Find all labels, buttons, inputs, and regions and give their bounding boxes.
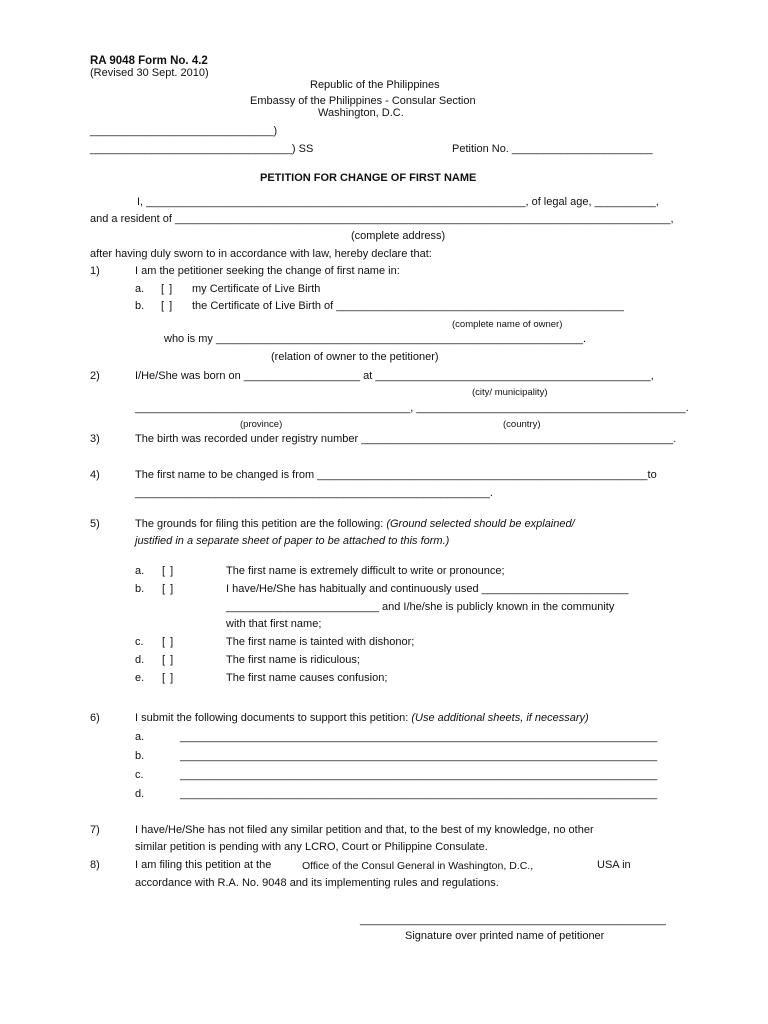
ground-b-checkbox[interactable]: [ ] xyxy=(162,583,175,595)
first-name-from-line[interactable]: The first name to be changed is from ______________________________________________________to xyxy=(135,469,657,481)
ground-e-checkbox[interactable]: [ ] xyxy=(162,672,175,684)
item-1a-letter: a. xyxy=(135,283,145,295)
ground-d-checkbox[interactable]: [ ] xyxy=(162,654,175,666)
document-c-letter: c. xyxy=(135,769,144,781)
item-6-number: 6) xyxy=(90,712,100,724)
province-country-line[interactable]: _____________________________________________, ____________________________________________. xyxy=(135,402,689,414)
item-2-number: 2) xyxy=(90,370,100,382)
signature-line[interactable]: __________________________________________________ xyxy=(360,914,666,926)
revision-date: (Revised 30 Sept. 2010) xyxy=(90,67,209,79)
venue-line-2[interactable]: _________________________________) SS xyxy=(90,143,314,155)
item-8-number: 8) xyxy=(90,859,100,871)
item-4-number: 4) xyxy=(90,469,100,481)
item-5-text-main: The grounds for filing this petition are the following: xyxy=(135,518,387,530)
ground-c-text: The first name is tainted with dishonor; xyxy=(226,636,415,648)
city-caption: (city/ municipality) xyxy=(472,387,548,398)
petition-number-field[interactable]: Petition No. _______________________ xyxy=(452,143,653,155)
ground-d-letter: d. xyxy=(135,654,145,666)
ground-a-checkbox[interactable]: [ ] xyxy=(162,565,175,577)
item-7-text: I have/He/She has not filed any similar petition and that, to the best of my knowledge, no other xyxy=(135,824,594,836)
venue-line-1[interactable]: ______________________________) xyxy=(90,125,278,137)
relation-caption: (relation of owner to the petitioner) xyxy=(271,351,439,363)
item-6-note: (Use additional sheets, if necessary) xyxy=(411,712,589,724)
ground-a-letter: a. xyxy=(135,565,145,577)
address-caption: (complete address) xyxy=(351,230,446,242)
page-title: PETITION FOR CHANGE OF FIRST NAME xyxy=(260,172,477,184)
document-a-letter: a. xyxy=(135,731,145,743)
item-1b-text[interactable]: the Certificate of Live Birth of _______________________________________________ xyxy=(192,300,624,312)
owner-caption: (complete name of owner) xyxy=(452,319,563,330)
consul-office: Office of the Consul General in Washington, D.C., xyxy=(302,860,534,872)
item-7-text-cont: similar petition is pending with any LCRO, Court or Philippine Consulate. xyxy=(135,841,488,853)
item-1b-letter: b. xyxy=(135,300,145,312)
document-d-line[interactable]: ______________________________________________________________________________ xyxy=(180,788,658,800)
item-1b-checkbox[interactable]: [ ] xyxy=(161,300,174,312)
item-1a-checkbox[interactable]: [ ] xyxy=(161,283,174,295)
document-b-line[interactable]: ______________________________________________________________________________ xyxy=(180,750,658,762)
ground-d-text: The first name is ridiculous; xyxy=(226,654,360,666)
signature-caption: Signature over printed name of petitioner xyxy=(405,930,605,942)
ground-b-continuation-1[interactable]: _________________________ and I/he/she is publicly known in the community xyxy=(226,601,615,613)
item-5-text xyxy=(135,517,575,531)
ground-c-letter: c. xyxy=(135,636,144,648)
ground-a-text: The first name is extremely difficult to write or pronounce; xyxy=(226,565,505,577)
item-3-number: 3) xyxy=(90,433,100,445)
item-5-number: 5) xyxy=(90,518,100,530)
republic-heading: Republic of the Philippines xyxy=(310,79,440,91)
item-6-text-main: I submit the following documents to support this petition: xyxy=(135,712,412,724)
petitioner-name-line[interactable]: I, ______________________________________________________________, of legal age, __________, xyxy=(137,196,659,208)
item-8-text: I am filing this petition at the xyxy=(135,859,272,871)
document-d-letter: d. xyxy=(135,788,145,800)
item-6-text xyxy=(135,711,589,725)
ground-e-text: The first name causes confusion; xyxy=(226,672,388,684)
item-7-number: 7) xyxy=(90,824,100,836)
residence-line[interactable]: and a resident of _________________________________________________________________________________, xyxy=(90,213,674,225)
item-8-text-cont: accordance with R.A. No. 9048 and its implementing rules and regulations. xyxy=(135,877,499,889)
document-c-line[interactable]: ______________________________________________________________________________ xyxy=(180,769,658,781)
item-5-note: (Ground selected should be explained/ xyxy=(386,518,575,530)
item-1-number: 1) xyxy=(90,265,100,277)
sworn-statement: after having duly sworn to in accordance with law, hereby declare that: xyxy=(90,248,432,260)
ground-e-letter: e. xyxy=(135,672,145,684)
country-caption: (country) xyxy=(503,419,541,430)
relation-line[interactable]: who is my ____________________________________________________________. xyxy=(164,333,587,345)
form-number: RA 9048 Form No. 4.2 xyxy=(90,55,208,67)
city-heading: Washington, D.C. xyxy=(318,107,404,119)
item-1a-text: my Certificate of Live Birth xyxy=(192,283,321,295)
document-a-line[interactable]: ______________________________________________________________________________ xyxy=(180,731,658,743)
ground-c-checkbox[interactable]: [ ] xyxy=(162,636,175,648)
registry-number-line[interactable]: The birth was recorded under registry number ___________________________________________________. xyxy=(135,433,677,445)
embassy-heading: Embassy of the Philippines - Consular Section xyxy=(250,95,476,107)
ground-b-text[interactable]: I have/He/She has habitually and continuously used ________________________ xyxy=(226,583,629,595)
item-5-note-cont: justified in a separate sheet of paper to be attached to this form.) xyxy=(135,535,450,547)
province-caption: (province) xyxy=(240,419,283,430)
usa-label: USA in xyxy=(597,859,631,871)
document-b-letter: b. xyxy=(135,750,145,762)
ground-b-letter: b. xyxy=(135,583,145,595)
item-1-text: I am the petitioner seeking the change of first name in: xyxy=(135,265,400,277)
birth-date-place-line[interactable]: I/He/She was born on ___________________ at _____________________________________________, xyxy=(135,370,654,382)
ground-b-continuation-2: with that first name; xyxy=(226,618,322,630)
first-name-to-line[interactable]: __________________________________________________________. xyxy=(135,487,493,499)
